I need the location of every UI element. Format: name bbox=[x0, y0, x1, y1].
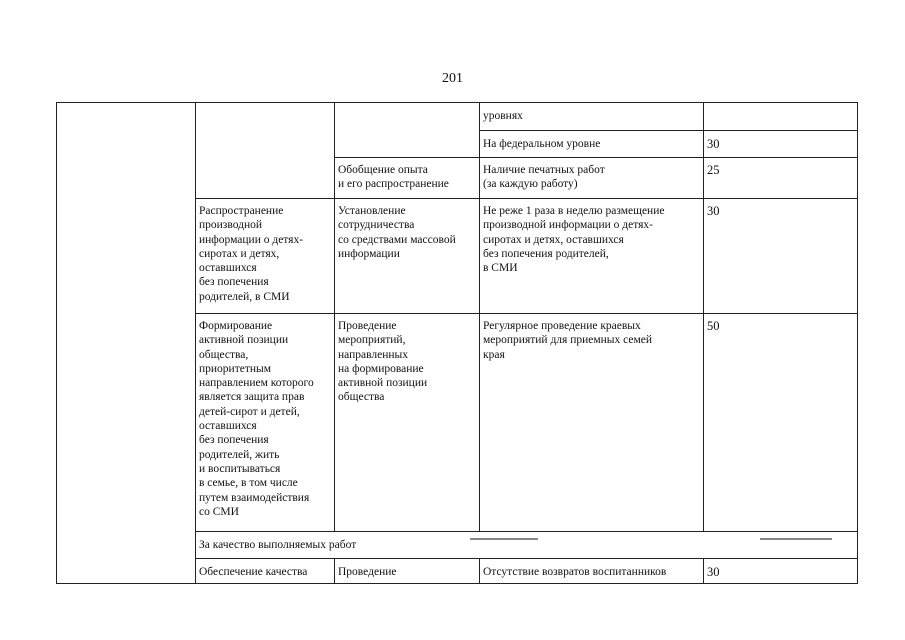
points-cell: 30 bbox=[707, 565, 720, 579]
criterion-cell: Обеспечение качества bbox=[199, 566, 308, 578]
measure-cell: Регулярное проведение краевых мероприятий для приемных семей края bbox=[483, 320, 653, 361]
measure-cell: уровнях bbox=[483, 110, 523, 122]
scan-artifact bbox=[760, 538, 832, 540]
criterion-cell: Распространение производной информации о детях- сиротах и детях, оставшихся без попечения родителей, в СМИ bbox=[199, 205, 304, 303]
points-cell: 30 bbox=[707, 204, 720, 218]
indicator-cell: Проведение мероприятий, направленных на формирование активной позиции общества bbox=[338, 320, 428, 404]
measure-cell: Не реже 1 раза в неделю размещение производной информации о детях- сиротах и детях, оставшихся без попечения родителей, в СМИ bbox=[483, 205, 665, 275]
measure-cell: Наличие печатных работ (за каждую работу) bbox=[483, 164, 605, 191]
scan-artifact bbox=[470, 538, 538, 540]
section-heading: За качество выполняемых работ bbox=[199, 539, 357, 551]
indicator-cell: Проведение bbox=[338, 566, 397, 578]
points-cell: 50 bbox=[707, 319, 720, 333]
points-cell: 25 bbox=[707, 163, 720, 177]
measure-cell: Отсутствие возвратов воспитанников bbox=[483, 566, 667, 578]
indicator-cell: Обобщение опыта и его распространение bbox=[338, 164, 449, 191]
criterion-cell: Формирование активной позиции общества, приоритетным направлением которого является защита прав детей-сирот и детей, оставшихся без попечения родителей, жить и воспитываться в семье, в том числе путем взаимодействия со СМИ bbox=[199, 320, 314, 518]
points-cell: 30 bbox=[707, 137, 720, 151]
page-number: 201 bbox=[442, 71, 463, 86]
measure-cell: На федеральном уровне bbox=[483, 138, 601, 150]
indicator-cell: Установление сотрудничества со средствами массовой информации bbox=[338, 205, 456, 260]
